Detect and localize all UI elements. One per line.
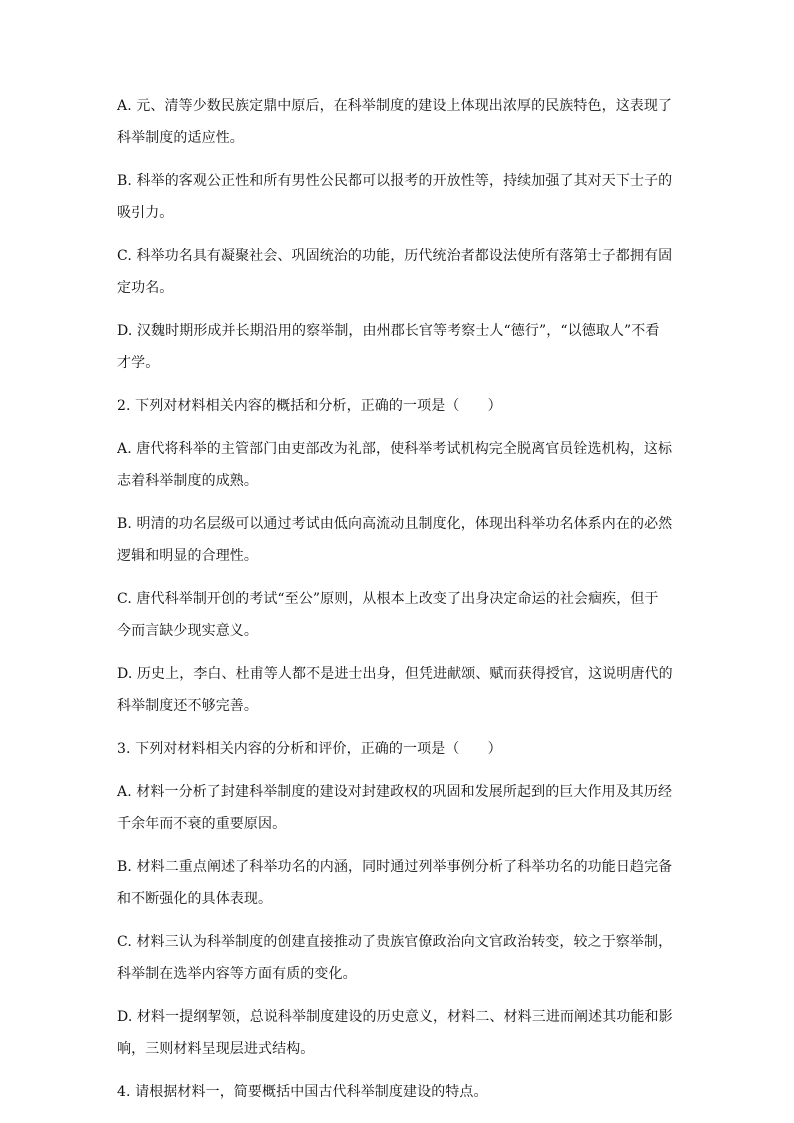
- q2-option-b: [117, 508, 682, 572]
- text-line: 定功名。: [117, 280, 174, 296]
- text-line: 志着科举制度的成熟。: [117, 473, 258, 489]
- text-line: 千余年而不衰的重要原因。: [117, 816, 287, 832]
- q1-option-d: [117, 315, 682, 379]
- q2-option-d: [117, 658, 682, 722]
- text-line: D. 汉魏时期形成并长期沿用的察举制，由州郡长官等考察士人“德行”，“以德取人”不看: [117, 323, 660, 339]
- text-line: B. 科举的客观公正性和所有男性公民都可以报考的开放性等，持续加强了其对天下士子的: [117, 173, 673, 189]
- q3-option-c: [117, 926, 682, 990]
- text-line: D. 历史上，李白、杜甫等人都不是进士出身，但凭进献颂、赋而获得授官，这说明唐代的: [117, 666, 673, 682]
- q1-option-a: [117, 90, 682, 154]
- q3-option-a: [117, 776, 682, 840]
- text-line: B. 材料二重点阐述了科举功名的内涵，同时通过列举事例分析了科举功名的功能日趋完备: [117, 859, 673, 875]
- q1-option-b: [117, 165, 682, 229]
- q2-option-a: [117, 433, 682, 497]
- text-line: 才学。: [117, 355, 160, 371]
- q3-stem: 3. 下列对材料相关内容的分析和评价，正确的一项是（ ）: [117, 741, 502, 757]
- text-line: 和不断强化的具体表现。: [117, 891, 273, 907]
- text-line: A. 元、清等少数民族定鼎中原后，在科举制度的建设上体现出浓厚的民族特色，这表现了: [117, 98, 673, 114]
- text-line: B. 明清的功名层级可以通过考试由低向高流动且制度化，体现出科举功名体系内在的必然: [117, 516, 673, 532]
- text-line: D. 材料一提纲挈领，总说科举制度建设的历史意义，材料二、材料三进而阐述其功能和影: [117, 1009, 673, 1025]
- q4-stem: 4. 请根据材料一，简要概括中国古代科举制度建设的特点。: [117, 1084, 488, 1100]
- text-line: 今而言缺少现实意义。: [117, 623, 258, 639]
- text-line: 逻辑和明显的合理性。: [117, 548, 258, 564]
- text-line: 科举制在选举内容等方面有质的变化。: [117, 966, 357, 982]
- text-line: A. 材料一分析了封建科举制度的建设对封建政权的巩固和发展所起到的巨大作用及其历经: [117, 784, 673, 800]
- text-line: A. 唐代将科举的主管部门由吏部改为礼部，使科举考试机构完全脱离官员铨选机构，这标: [117, 441, 673, 457]
- text-line: 科举制度还不够完善。: [117, 698, 258, 714]
- text-line: C. 材料三认为科举制度的创建直接推动了贵族官僚政治向文官政治转变，较之于察举制，: [117, 934, 673, 950]
- q2-option-c: [117, 583, 682, 647]
- q2-stem: 2. 下列对材料相关内容的概括和分析，正确的一项是（ ）: [117, 398, 502, 414]
- text-line: 科举制度的适应性。: [117, 130, 244, 146]
- text-line: 吸引力。: [117, 205, 174, 221]
- text-line: C. 唐代科举制开创的考试“至公”原则，从根本上改变了出身决定命运的社会痼疾，但于: [117, 591, 659, 607]
- q3-option-b: [117, 851, 682, 915]
- document-page: [117, 90, 682, 1119]
- q3-option-d: [117, 1001, 682, 1065]
- q1-option-c: [117, 240, 682, 304]
- text-line: C. 科举功名具有凝聚社会、巩固统治的功能，历代统治者都设法使所有落第士子都拥有固: [117, 248, 673, 264]
- text-line: 响，三则材料呈现层进式结构。: [117, 1041, 315, 1057]
